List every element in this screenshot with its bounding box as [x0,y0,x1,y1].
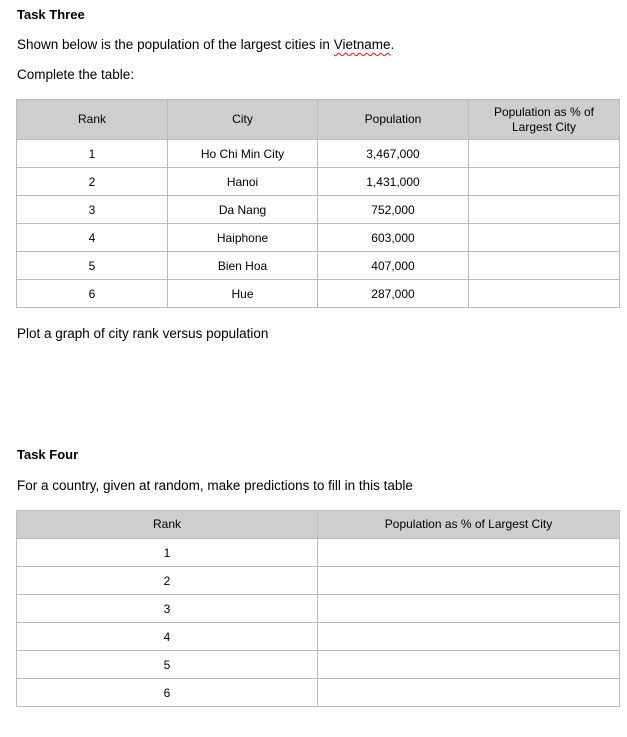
percent-cell[interactable] [469,252,620,280]
percent-cell[interactable] [469,224,620,252]
rank-cell: 6 [17,679,318,707]
table-row [17,196,620,224]
city-cell: Da Nang [168,196,318,224]
rank-cell: 1 [17,539,318,567]
intro-text: Shown below is the population of the largest cities in [17,37,334,52]
percent-cell[interactable] [469,280,620,308]
table-row [17,679,620,707]
table-row [17,224,620,252]
rank-cell: 2 [17,567,318,595]
population-cell: 752,000 [318,196,469,224]
rank-cell: 1 [17,140,168,168]
table-row [17,140,620,168]
table-row [17,651,620,679]
header-percent: Population as % of Largest City [469,100,620,140]
rank-cell: 6 [17,280,168,308]
task-four-heading: Task Four [17,447,79,462]
rank-cell: 5 [17,252,168,280]
population-cell: 287,000 [318,280,469,308]
city-cell: Hanoi [168,168,318,196]
percent-cell[interactable] [318,679,620,707]
percent-cell[interactable] [469,168,620,196]
population-cell: 3,467,000 [318,140,469,168]
city-cell: Hue [168,280,318,308]
table-header-row [17,511,620,539]
task-three-instruction: Complete the table: [17,67,135,82]
intro-period: . [390,37,395,52]
rank-cell: 4 [17,623,318,651]
table-row [17,539,620,567]
percent-cell[interactable] [318,651,620,679]
city-cell: Haiphone [168,224,318,252]
header-percent: Population as % of Largest City [318,511,620,539]
table-header-row [17,100,620,140]
table-row [17,252,620,280]
rank-cell: 5 [17,651,318,679]
population-cell: 603,000 [318,224,469,252]
city-cell: Ho Chi Min City [168,140,318,168]
table-row [17,595,620,623]
header-city: City [168,100,318,140]
task-four-instruction: For a country, given at random, make predictions to fill in this table [17,478,413,493]
task-three-intro [17,37,394,52]
prediction-table [16,510,620,707]
rank-cell: 3 [17,595,318,623]
percent-cell[interactable] [318,567,620,595]
spellcheck-flagged-word[interactable]: Vietname [333,37,391,52]
percent-cell[interactable] [469,196,620,224]
table-row [17,168,620,196]
task-three-heading: Task Three [17,7,85,22]
table-row [17,567,620,595]
percent-cell[interactable] [318,539,620,567]
city-population-table [16,99,620,308]
percent-cell[interactable] [318,595,620,623]
header-rank: Rank [17,100,168,140]
percent-cell[interactable] [318,623,620,651]
table-row [17,280,620,308]
header-rank: Rank [17,511,318,539]
city-cell: Bien Hoa [168,252,318,280]
table-row [17,623,620,651]
plot-instruction: Plot a graph of city rank versus population [17,326,269,341]
rank-cell: 3 [17,196,168,224]
header-population: Population [318,100,469,140]
population-cell: 1,431,000 [318,168,469,196]
rank-cell: 2 [17,168,168,196]
rank-cell: 4 [17,224,168,252]
population-cell: 407,000 [318,252,469,280]
percent-cell[interactable] [469,140,620,168]
